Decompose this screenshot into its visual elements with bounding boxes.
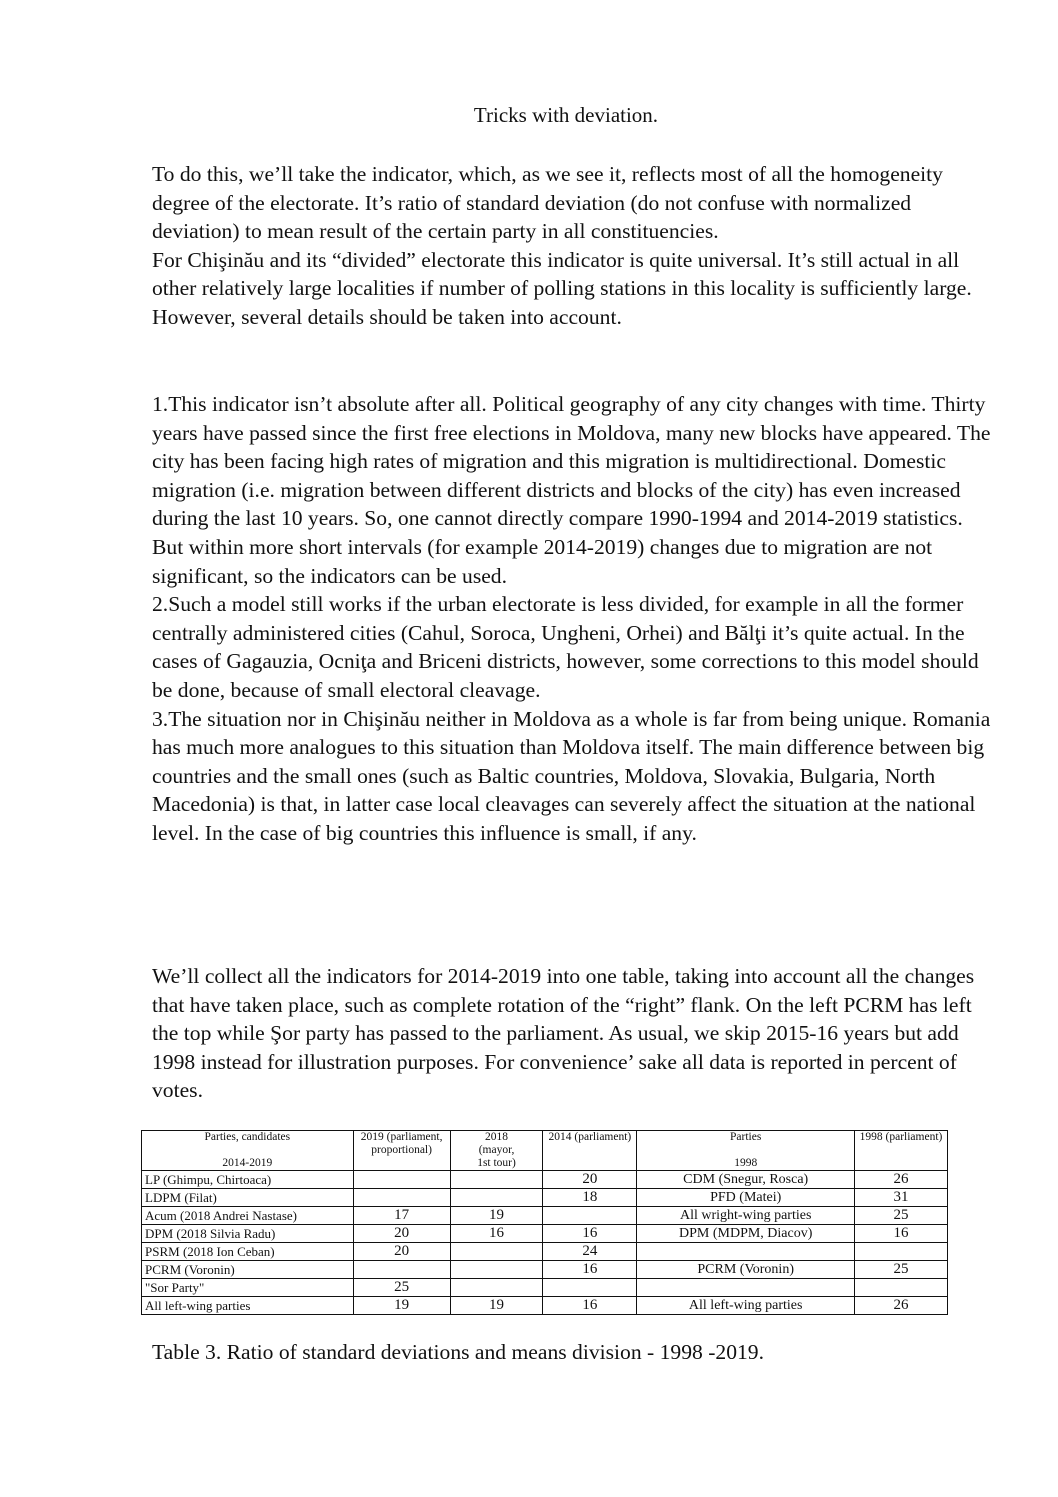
table-cell-party: Acum (2018 Andrei Nastase) bbox=[142, 1207, 354, 1225]
intro-section bbox=[152, 160, 992, 332]
table-cell-v2019: 19 bbox=[353, 1297, 450, 1315]
table-header-row bbox=[142, 1131, 948, 1171]
table-cell-party98: All wright-wing parties bbox=[637, 1207, 855, 1225]
paragraph: For Chişinău and its “divided” electorate this indicator is quite universal. It’s still actual in all other relatively large localities if number of polling stations in this locality is sufficiently large. However, several details should be taken into account. bbox=[152, 247, 972, 329]
table-cell-v2018 bbox=[450, 1171, 543, 1189]
table-cell-v1998: 31 bbox=[855, 1189, 948, 1207]
table-cell-v1998 bbox=[855, 1279, 948, 1297]
header-2018 bbox=[450, 1131, 543, 1171]
table-cell-v2014 bbox=[543, 1279, 637, 1297]
table-cell-v2018 bbox=[450, 1189, 543, 1207]
table-cell-v2014: 20 bbox=[543, 1171, 637, 1189]
table-cell-party98 bbox=[637, 1243, 855, 1261]
paragraph: To do this, we’ll take the indicator, which, as we see it, reflects most of all the homogeneity degree of the electorate. It’s ratio of standard deviation (do not confuse with normalized deviation) to mean result of the certain party in all constituencies. bbox=[152, 162, 943, 244]
table-caption: Table 3. Ratio of standard deviations and means division - 1998 -2019. bbox=[152, 1340, 764, 1364]
header-parties bbox=[142, 1131, 354, 1171]
table-row bbox=[142, 1261, 948, 1279]
paragraph-point-2: 2.Such a model still works if the urban electorate is less divided, for example in all the former centrally administered cities (Cahul, Soroca, Ungheni, Orhei) and Bălţi it’s quite actual. In the cases of Gagauzia, Ocniţa and Briceni districts, however, some corrections to this model should be done, because of small electoral cleavage. bbox=[152, 592, 979, 702]
table-cell-v1998: 16 bbox=[855, 1225, 948, 1243]
table-cell-v2014 bbox=[543, 1207, 637, 1225]
header-text: Parties bbox=[730, 1131, 762, 1143]
table-cell-v2019: 17 bbox=[353, 1207, 450, 1225]
table-cell-party98: PCRM (Voronin) bbox=[637, 1261, 855, 1279]
header-1998: 1998 (parliament) bbox=[855, 1131, 948, 1171]
table-cell-v2014: 18 bbox=[543, 1189, 637, 1207]
table-cell-v2018: 16 bbox=[450, 1225, 543, 1243]
table-cell-v2019 bbox=[353, 1261, 450, 1279]
table-cell-v2019: 25 bbox=[353, 1279, 450, 1297]
table-cell-party: LP (Ghimpu, Chirtoaca) bbox=[142, 1171, 354, 1189]
table-cell-v2014: 16 bbox=[543, 1225, 637, 1243]
table-cell-v2018: 19 bbox=[450, 1207, 543, 1225]
table-cell-party: LDPM (Filat) bbox=[142, 1189, 354, 1207]
header-text: 1998 bbox=[734, 1157, 758, 1169]
table-row bbox=[142, 1207, 948, 1225]
table-cell-v2018 bbox=[450, 1279, 543, 1297]
table-row bbox=[142, 1279, 948, 1297]
table-cell-v1998: 25 bbox=[855, 1261, 948, 1279]
table-cell-party98: CDM (Snegur, Rosca) bbox=[637, 1171, 855, 1189]
table-row bbox=[142, 1297, 948, 1315]
header-text: 1st tour) bbox=[477, 1157, 516, 1169]
table-cell-party98: All left-wing parties bbox=[637, 1297, 855, 1315]
table-cell-party98: DPM (MDPM, Diacov) bbox=[637, 1225, 855, 1243]
paragraph-point-1: 1.This indicator isn’t absolute after all. Political geography of any city changes with time. Thirty years have passed since the first free elections in Moldova, many new blocks have appeared. The city has been facing high rates of migration and this migration is multidirectional. Domestic migration (i.e. migration between different districts and blocks of the city) has even increased during the last 10 years. So, one cannot directly compare 1990-1994 and 2014-2019 statistics. But within more short intervals (for example 2014-2019) changes due to migration are not significant, so the indicators can be used. bbox=[152, 392, 991, 588]
table-cell-v2018 bbox=[450, 1261, 543, 1279]
table-row bbox=[142, 1225, 948, 1243]
table-cell-v2014: 16 bbox=[543, 1297, 637, 1315]
table-cell-v1998: 26 bbox=[855, 1297, 948, 1315]
paragraph-point-3: 3.The situation nor in Chişinău neither in Moldova as a whole is far from being unique. Romania has much more analogues to this situation than Moldova itself. The main difference between big countries and the small ones (such as Baltic countries, Moldova, Slovakia, Bulgaria, North Macedonia) is that, in latter case local cleavages can severely affect the situation at the national level. In the case of big countries this influence is small, if any. bbox=[152, 706, 991, 845]
table-cell-v2019 bbox=[353, 1189, 450, 1207]
header-2019: 2019 (parliament, proportional) bbox=[353, 1131, 450, 1171]
data-table bbox=[141, 1130, 948, 1315]
table-cell-v1998: 26 bbox=[855, 1171, 948, 1189]
table-cell-v2019 bbox=[353, 1171, 450, 1189]
header-2014: 2014 (parliament) bbox=[543, 1131, 637, 1171]
table-cell-v2014: 24 bbox=[543, 1243, 637, 1261]
header-text: 2018 bbox=[485, 1131, 509, 1143]
table-cell-v2019: 20 bbox=[353, 1225, 450, 1243]
header-text: Parties, candidates bbox=[204, 1131, 291, 1143]
header-parties-1998 bbox=[637, 1131, 855, 1171]
table-cell-v1998 bbox=[855, 1243, 948, 1261]
table-cell-party: PCRM (Voronin) bbox=[142, 1261, 354, 1279]
header-text: 2014-2019 bbox=[222, 1157, 273, 1169]
table-cell-v1998: 25 bbox=[855, 1207, 948, 1225]
table-cell-v2019: 20 bbox=[353, 1243, 450, 1261]
table-cell-v2014: 16 bbox=[543, 1261, 637, 1279]
table-row bbox=[142, 1243, 948, 1261]
table-body bbox=[142, 1171, 948, 1315]
table-cell-party: All left-wing parties bbox=[142, 1297, 354, 1315]
table-cell-party: DPM (2018 Silvia Radu) bbox=[142, 1225, 354, 1243]
table-cell-party: PSRM (2018 Ion Ceban) bbox=[142, 1243, 354, 1261]
table-cell-v2018: 19 bbox=[450, 1297, 543, 1315]
table-cell-v2018 bbox=[450, 1243, 543, 1261]
closing-section bbox=[152, 962, 992, 1105]
document-title: Tricks with deviation. bbox=[473, 103, 659, 127]
table-row bbox=[142, 1189, 948, 1207]
header-text: (mayor, bbox=[478, 1144, 515, 1156]
table-cell-party: "Sor Party" bbox=[142, 1279, 354, 1297]
table-row bbox=[142, 1171, 948, 1189]
table-cell-party98: PFD (Matei) bbox=[637, 1189, 855, 1207]
paragraph: We’ll collect all the indicators for 2014-2019 into one table, taking into account all the changes that have taken place, such as complete rotation of the “right” flank. On the left PCRM has left the top while Şor party has passed to the parliament. As usual, we skip 2015-16 years but add 1998 instead for illustration purposes. For convenience’ sake all data is reported in percent of votes. bbox=[152, 964, 975, 1103]
points-section bbox=[152, 390, 992, 848]
table-cell-party98 bbox=[637, 1279, 855, 1297]
